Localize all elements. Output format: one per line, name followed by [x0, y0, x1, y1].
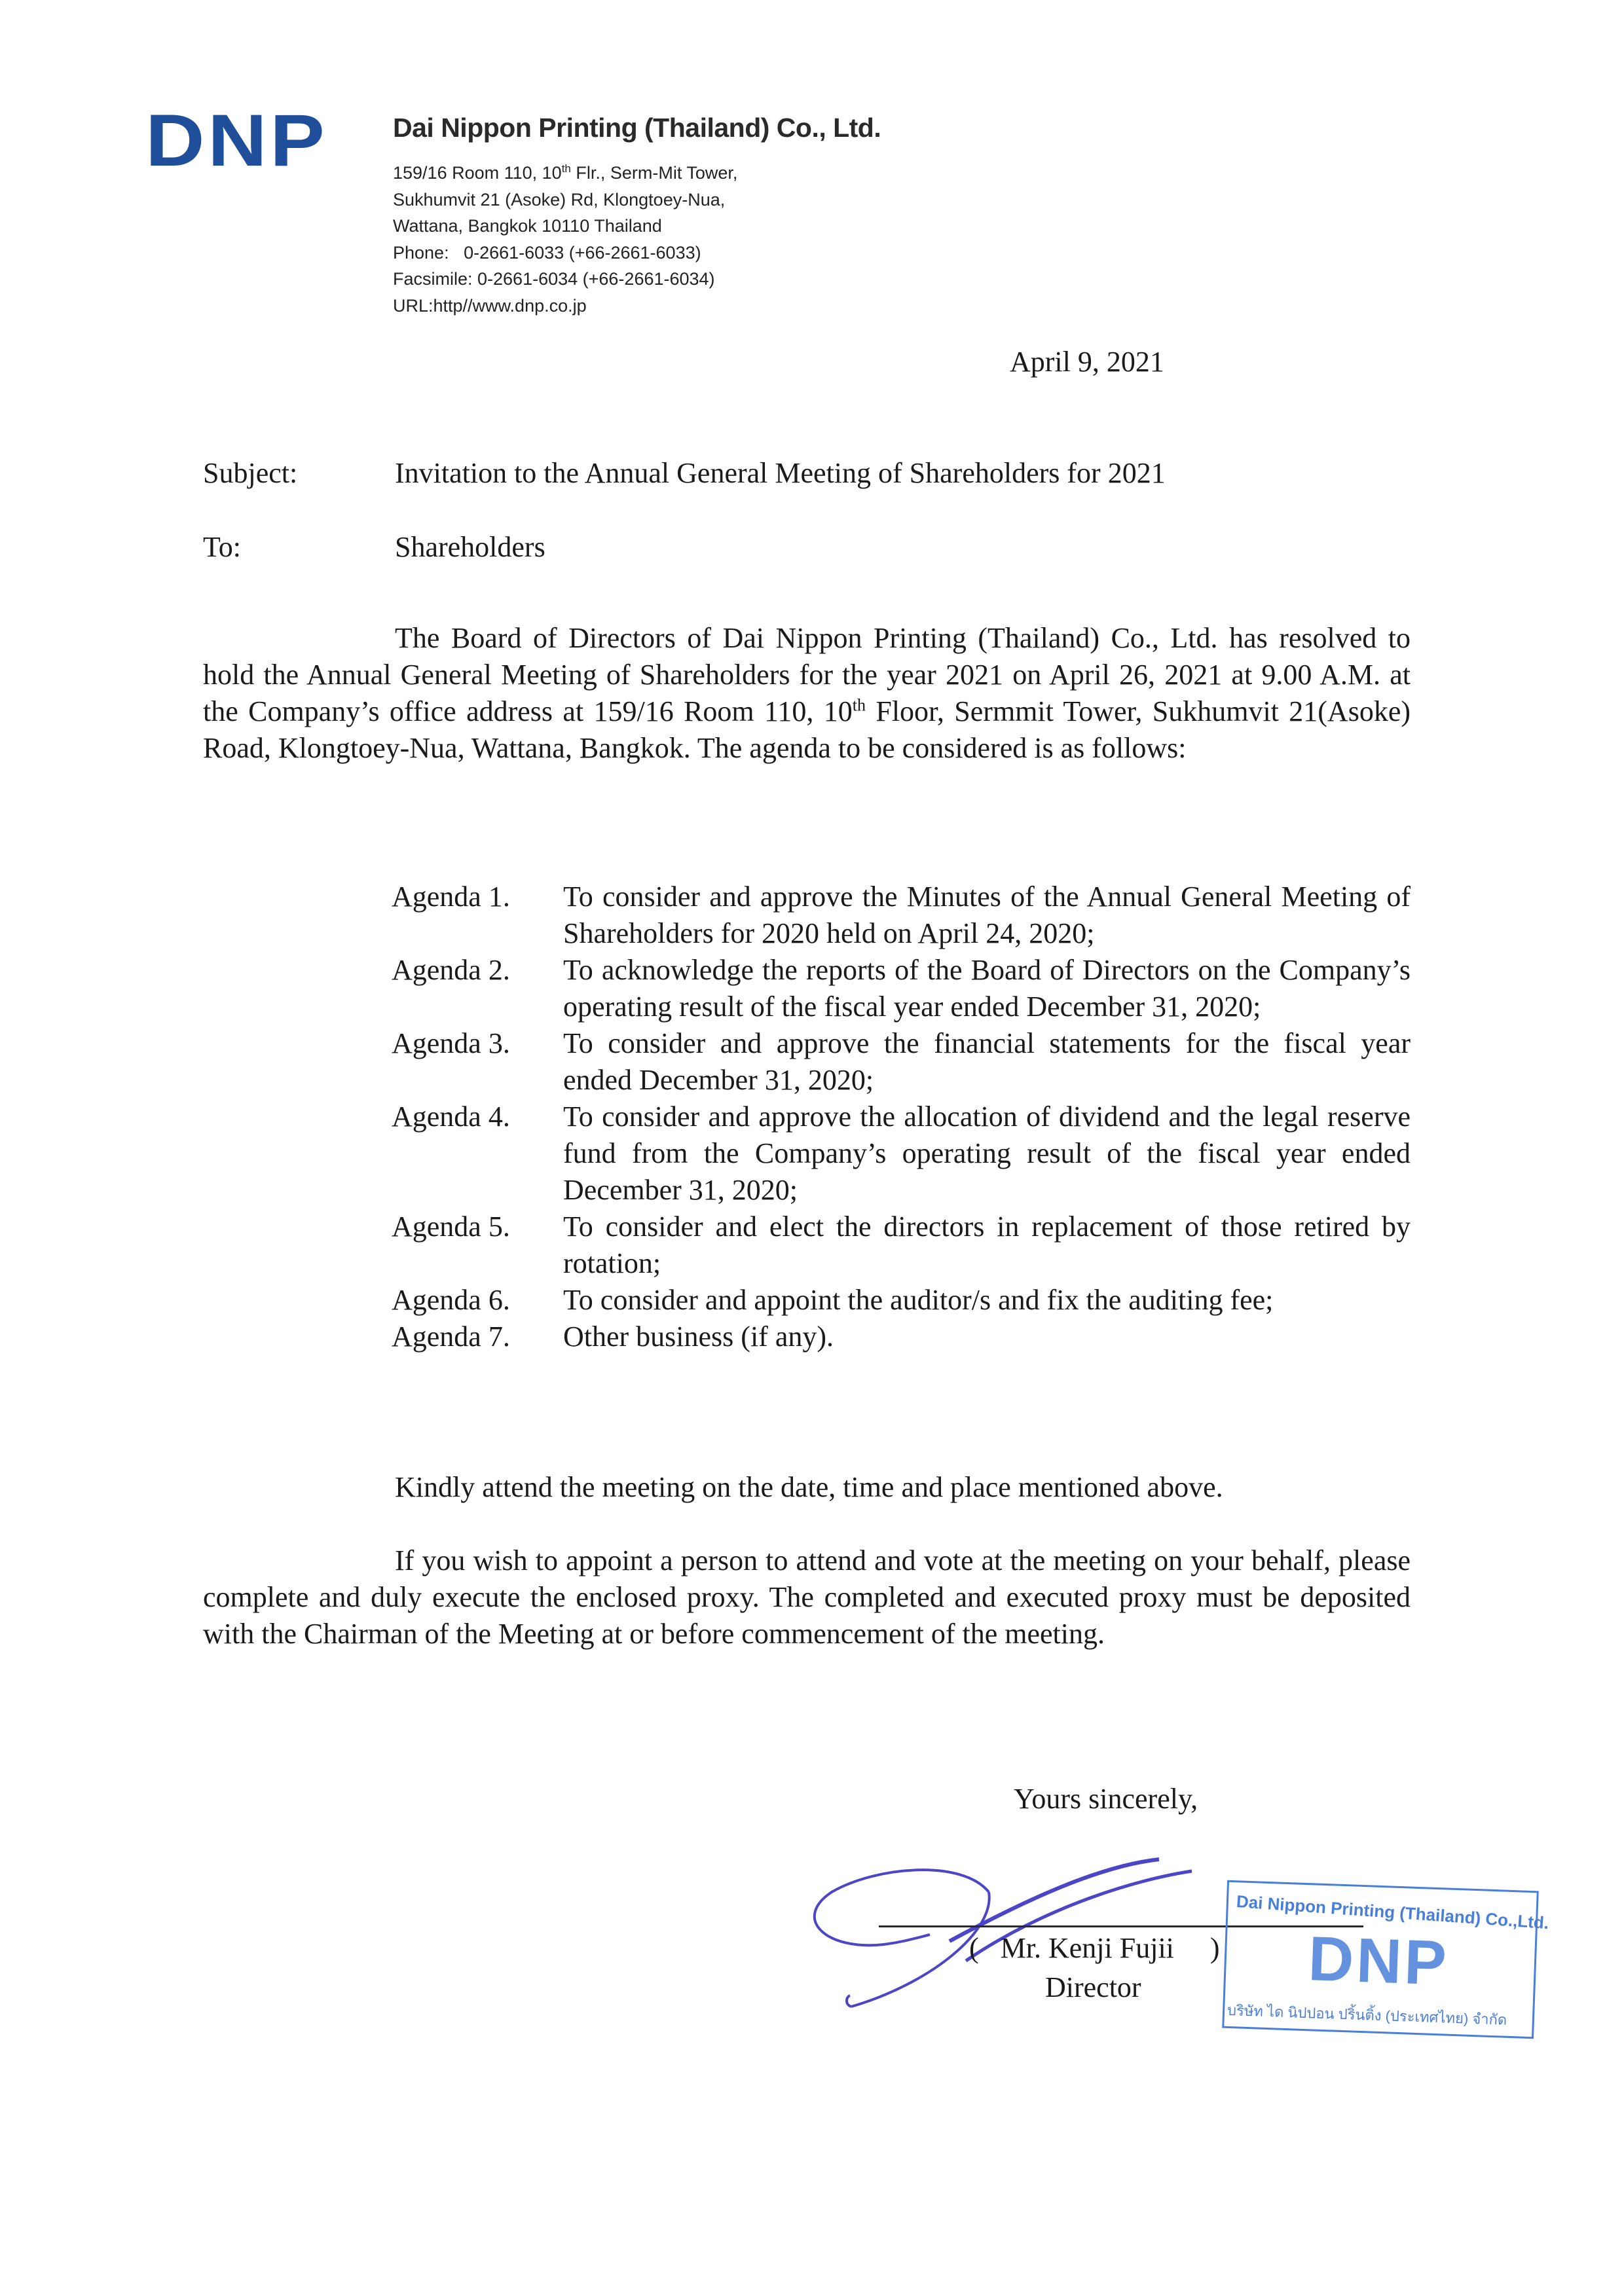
- proxy-paragraph: If you wish to appoint a person to attend and vote at the meeting on your behalf, please complete and duly execute the enclosed proxy. The completed and executed proxy must be deposited with the Chairman of the Meeting at or before commencement of the meeting.: [203, 1544, 1411, 1650]
- agenda-item-2: Agenda 2. To acknowledge the reports of the Board of Directors on the Company’s operating result of the fiscal year ended December 31, 2020;: [392, 954, 1411, 1023]
- signer-name: ( Mr. Kenji Fujii ): [969, 1932, 1220, 1964]
- agenda-item-1: Agenda 1. To consider and approve the Minutes of the Annual General Meeting of Shareholders for 2020 held on April 24, 2020;: [392, 881, 1411, 949]
- stamp-dnp-logo: DNP: [1307, 1923, 1450, 1999]
- to-label: To:: [203, 531, 242, 563]
- company-stamp: [1222, 1880, 1550, 2039]
- agenda-item-7: Agenda 7. Other business (if any).: [392, 1321, 834, 1353]
- agenda-list: [392, 879, 1411, 1355]
- agenda-item-6: Agenda 6. To consider and appoint the auditor/s and fix the auditing fee;: [392, 1284, 1274, 1316]
- address-line-3: Wattana, Bangkok 10110 Thailand: [393, 216, 662, 236]
- attend-note: Kindly attend the meeting on the date, time and place mentioned above.: [395, 1471, 1223, 1503]
- dnp-logo: DNP: [145, 100, 328, 181]
- signer-title: Director: [1045, 1971, 1141, 2003]
- company-address-block: [393, 156, 737, 319]
- stamp-company-name: Dai Nippon Printing (Thailand) Co.,Ltd.: [1236, 1891, 1550, 1933]
- subject-label: Subject:: [203, 457, 298, 489]
- agenda-item-5: Agenda 5. To consider and elect the directors in replacement of those retired by rotation;: [392, 1211, 1411, 1279]
- agenda-item-3: Agenda 3. To consider and approve the financial statements for the fiscal year ended December 31, 2020;: [392, 1027, 1411, 1096]
- to-value: Shareholders: [395, 531, 545, 563]
- phone-line: Phone: 0-2661-6033 (+66-2661-6033): [393, 242, 701, 263]
- company-name: Dai Nippon Printing (Thailand) Co., Ltd.: [393, 113, 881, 143]
- address-line-2: Sukhumvit 21 (Asoke) Rd, Klongtoey-Nua,: [393, 189, 726, 210]
- intro-paragraph: The Board of Directors of Dai Nippon Printing (Thailand) Co., Ltd. has resolved to hold the Annual General Meeting of Shareholders for the year 2021 on April 26, 2021 at 9.00 A.M. at the Company’s office address at 159/16 Room 110, 10th Floor, Sermmit Tower, Sukhumvit 21(Asoke) Road, Klongtoey-Nua, Wattana, Bangkok. The agenda to be considered is as follows:: [203, 622, 1411, 764]
- stamp-thai-name: บริษัท ได นิปปอน ปริ้นติ้ง (ประเทศไทย) จำกัด: [1227, 2001, 1507, 2028]
- agenda-item-4: Agenda 4. To consider and approve the allocation of dividend and the legal reserve fund from the Company’s operating result of the fiscal year ended December 31, 2020;: [392, 1101, 1411, 1206]
- closing-salutation: Yours sincerely,: [1014, 1783, 1198, 1815]
- url-line: URL:http//www.dnp.co.jp: [393, 295, 587, 316]
- letter-date: April 9, 2021: [1010, 346, 1164, 378]
- fax-line: Facsimile: 0-2661-6034 (+66-2661-6034): [393, 269, 715, 289]
- subject-value: Invitation to the Annual General Meeting of Shareholders for 2021: [395, 457, 1166, 489]
- address-line-1: 159/16 Room 110, 10th Flr., Serm-Mit Tower,: [393, 162, 738, 183]
